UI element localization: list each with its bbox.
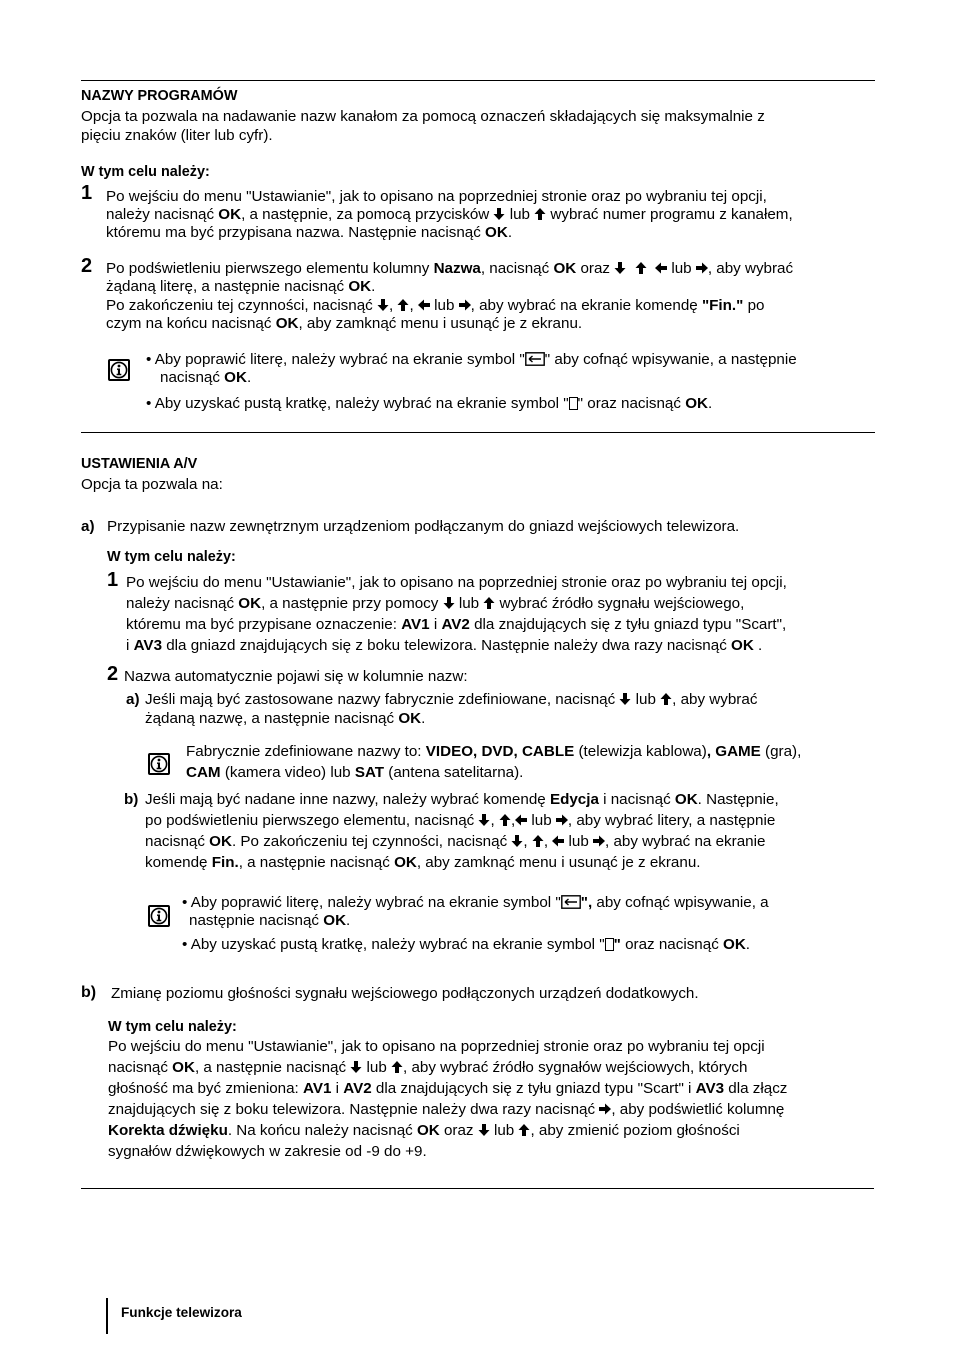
note-empty-box: • Aby uzyskać pustą kratkę, należy wybrać na ekranie symbol " " oraz nacisnąć OK.: [146, 395, 713, 412]
intro-line-1: Opcja ta pozwala na nadawanie nazw kanałom za pomocą oznaczeń składających się maksymalnie z: [81, 108, 765, 125]
down-arrow-icon: [619, 693, 631, 705]
right-arrow-icon: [599, 1103, 611, 1115]
section-divider: [81, 432, 875, 433]
down-arrow-icon: [614, 262, 626, 274]
item-a-text: Przypisanie nazw zewnętrznym urządzeniom podłączanym do gniazd wejściowych telewizora.: [107, 518, 740, 535]
factory-names-line-1: Fabrycznie zdefiniowane nazwy to: VIDEO, DVD, CABLE (telewizja kablowa), GAME (gra),: [186, 743, 802, 760]
sub-b-line-4: komendę Fin., a następnie nacisnąć OK, aby zamknąć menu i usunąć je z ekranu.: [145, 854, 701, 871]
up-arrow-icon: [532, 835, 544, 847]
top-rule: [81, 80, 875, 81]
note-correct-letter-2-line-1: • Aby poprawić literę, należy wybrać na ekranie symbol " ", aby cofnąć wpisywanie, a: [182, 894, 769, 911]
up-arrow-icon: [518, 1124, 530, 1136]
empty-box-symbol-icon: [605, 938, 614, 951]
item-b-line-5: Korekta dźwięku. Na końcu należy nacisnąć OK oraz lub , aby zmienić poziom głośności: [108, 1122, 740, 1139]
down-arrow-icon: [478, 814, 490, 826]
av-intro: Opcja ta pozwala na:: [81, 476, 223, 493]
item-b-line-6: sygnałów dźwiękowych w zakresie od -9 do +9.: [108, 1143, 427, 1160]
step-number-2: 2: [81, 255, 93, 277]
step-2-line-4: czym na końcu nacisnąć OK, aby zamknąć menu i usunąć je z ekranu.: [106, 315, 583, 332]
down-arrow-icon: [377, 299, 389, 311]
right-arrow-icon: [696, 262, 708, 274]
up-arrow-icon: [635, 262, 647, 274]
footer-bar: [106, 1298, 108, 1334]
note-correct-letter-line-2: nacisnąć OK.: [160, 369, 252, 386]
up-arrow-icon: [391, 1061, 403, 1073]
item-a-step-1-line-1: Po wejściu do menu "Ustawianie", jak to opisano na poprzedniej stronie oraz po wybraniu tej opcji,: [126, 574, 787, 591]
sub-a-label: a): [126, 691, 140, 708]
left-arrow-icon: [655, 262, 667, 274]
step-1-line-1: Po wejściu do menu "Ustawianie", jak to opisano na poprzedniej stronie oraz po wybraniu tej opcji,: [106, 188, 767, 205]
right-arrow-icon: [459, 299, 471, 311]
down-arrow-icon: [350, 1061, 362, 1073]
note-empty-box-2: • Aby uzyskać pustą kratkę, należy wybrać na ekranie symbol " " oraz nacisnąć OK.: [182, 936, 751, 953]
section-heading-av-settings: USTAWIENIA A/V: [81, 456, 198, 472]
left-arrow-icon: [418, 299, 430, 311]
left-arrow-icon: [515, 814, 527, 826]
item-b-label: b): [81, 984, 97, 1001]
down-arrow-icon: [493, 208, 505, 220]
backspace-symbol-icon: [561, 895, 581, 909]
sub-a-line-2: żądaną nazwę, a następnie nacisnąć OK.: [145, 710, 426, 727]
note-correct-letter-2-line-2: następnie nacisnąć OK.: [189, 912, 351, 929]
instructions-subheading: W tym celu należy:: [81, 164, 210, 180]
up-arrow-icon: [534, 208, 546, 220]
backspace-symbol-icon: [525, 352, 545, 366]
item-a-step-1-line-2: należy nacisnąć OK, a następnie przy pomocy lub wybrać źródło sygnału wejściowego,: [126, 595, 745, 612]
item-a-step-1-line-4: i AV3 dla gniazd znajdujących się z boku telewizora. Następnie należy dwa razy nacisnąć OK .: [126, 637, 763, 654]
item-a-step-2-text: Nazwa automatycznie pojawi się w kolumnie nazw:: [124, 668, 468, 685]
step-number-1: 1: [81, 182, 93, 204]
item-b-subheading: W tym celu należy:: [108, 1019, 237, 1035]
info-icon: [148, 753, 170, 775]
item-a-subheading: W tym celu należy:: [107, 549, 236, 565]
sub-b-line-1: Jeśli mają być nadane inne nazwy, należy wybrać komendę Edycja i nacisnąć OK. Następnie,: [145, 791, 779, 808]
item-a-label: a): [81, 518, 95, 535]
step-2-line-3: Po zakończeniu tej czynności, nacisnąć , , lub , aby wybrać na ekranie komendę "Fin." po: [106, 297, 765, 314]
item-a-step-number-1: 1: [107, 569, 119, 591]
left-arrow-icon: [552, 835, 564, 847]
factory-names-line-2: CAM (kamera video) lub SAT (antena satelitarna).: [186, 764, 524, 781]
item-b-line-4: znajdujących się z boku telewizora. Następnie należy dwa razy nacisnąć , aby podświetlić kolumnę: [108, 1101, 785, 1118]
step-2-line-2: żądaną literę, a następnie nacisnąć OK.: [106, 278, 376, 295]
item-b-line-2: nacisnąć OK, a następnie nacisnąć lub , aby wybrać źródło sygnałów wejściowych, których: [108, 1059, 748, 1076]
sub-b-line-2: po podświetleniu pierwszego elementu, nacisnąć , , lub , aby wybrać litery, a następnie: [145, 812, 776, 829]
item-a-step-1-line-3: któremu ma być przypisane oznaczenie: AV1 i AV2 dla znajdujących się z tyłu gniazd typu "Scart",: [126, 616, 787, 633]
item-b-line-3: głośność ma być zmieniona: AV1 i AV2 dla znajdujących się z tyłu gniazd typu "Scart" i AV3 dla złącz: [108, 1080, 788, 1097]
up-arrow-icon: [499, 814, 511, 826]
empty-box-symbol-icon: [569, 397, 578, 410]
up-arrow-icon: [397, 299, 409, 311]
info-icon: [108, 359, 130, 381]
bottom-rule: [81, 1188, 874, 1189]
footer-title: Funkcje telewizora: [121, 1305, 242, 1320]
sub-b-line-3: nacisnąć OK. Po zakończeniu tej czynności, nacisnąć , , lub , aby wybrać na ekranie: [145, 833, 766, 850]
item-b-line-1: Po wejściu do menu "Ustawianie", jak to opisano na poprzedniej stronie oraz po wybraniu tej opcji: [108, 1038, 765, 1055]
item-b-text: Zmianę poziomu głośności sygnału wejściowego podłączonych urządzeń dodatkowych.: [111, 985, 699, 1002]
up-arrow-icon: [660, 693, 672, 705]
right-arrow-icon: [593, 835, 605, 847]
step-1-line-2: należy nacisnąć OK, a następnie, za pomocą przycisków lub wybrać numer programu z kanałem,: [106, 206, 793, 223]
down-arrow-icon: [511, 835, 523, 847]
info-icon: [148, 905, 170, 927]
note-correct-letter-line-1: • Aby poprawić literę, należy wybrać na ekranie symbol " " aby cofnąć wpisywanie, a następnie: [146, 351, 797, 368]
sub-a-line-1: Jeśli mają być zastosowane nazwy fabrycznie zdefiniowane, nacisnąć lub , aby wybrać: [145, 691, 758, 708]
step-1-line-3: któremu ma być przypisana nazwa. Następnie nacisnąć OK.: [106, 224, 513, 241]
intro-line-2: pięciu znaków (liter lub cyfr).: [81, 127, 273, 144]
item-a-step-number-2: 2: [107, 663, 119, 685]
down-arrow-icon: [443, 597, 455, 609]
right-arrow-icon: [556, 814, 568, 826]
section-heading-program-names: NAZWY PROGRAMÓW: [81, 88, 238, 104]
sub-b-label: b): [124, 791, 139, 808]
down-arrow-icon: [478, 1124, 490, 1136]
step-2-line-1: Po podświetleniu pierwszego elementu kolumny Nazwa, nacisnąć OK oraz lub , aby wybrać: [106, 260, 794, 277]
up-arrow-icon: [483, 597, 495, 609]
